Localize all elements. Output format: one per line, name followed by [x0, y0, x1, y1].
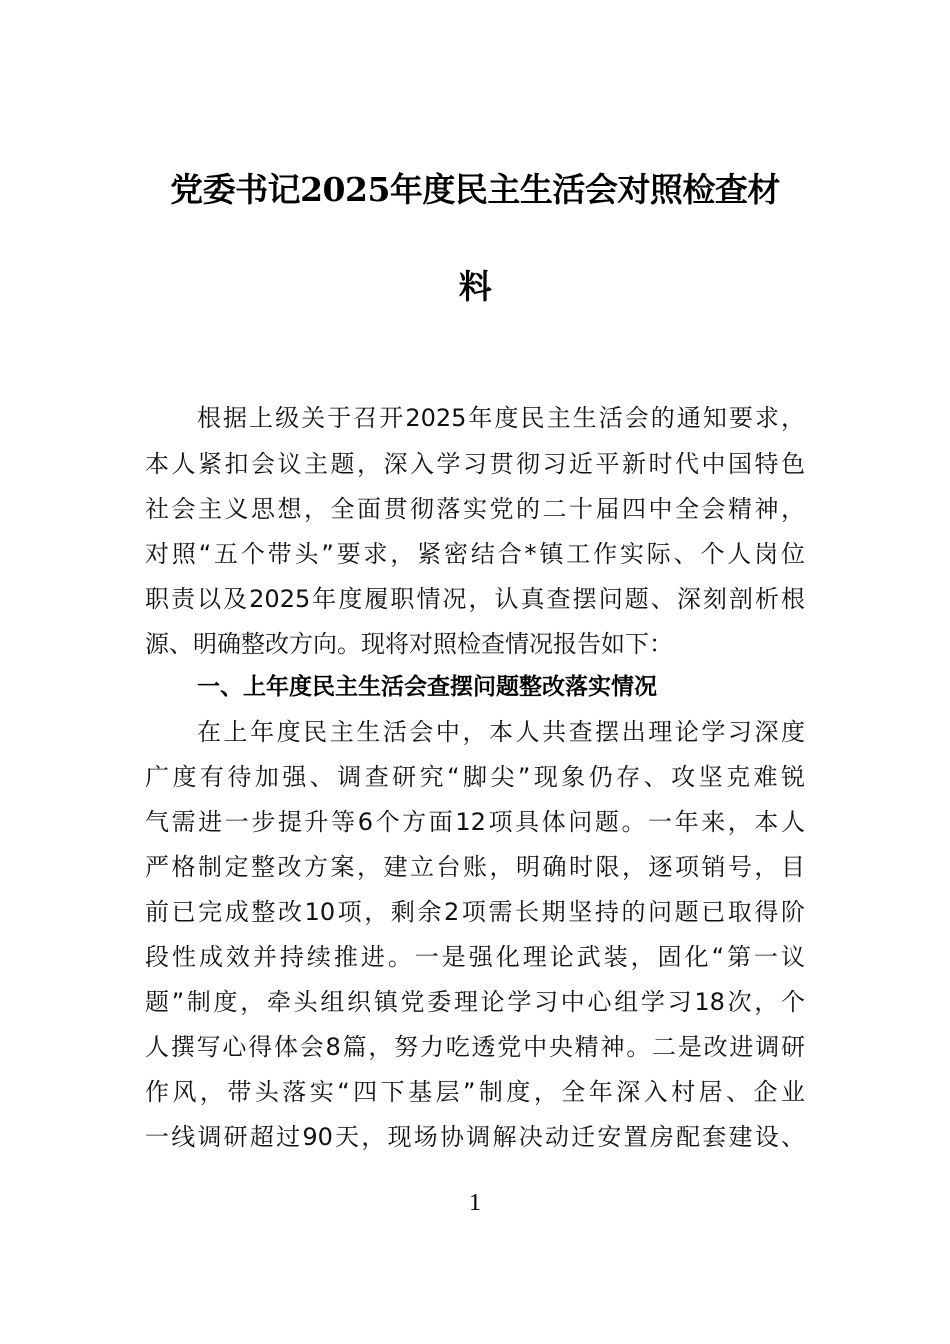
paragraph-line: 在上年度民主生活会中，本人共查摆出理论学习深度 [197, 718, 805, 746]
paragraph-line: 前已完成整改10项，剩余2项需长期坚持的问题已取得阶 [145, 898, 805, 926]
paragraph-line: 严格制定整改方案，建立台账，明确时限，逐项销号，目 [145, 853, 805, 881]
paragraph-line: 社会主义思想，全面贯彻落实党的二十届四中全会精神， [145, 495, 805, 523]
paragraph-line: 对照“五个带头”要求，紧密结合*镇工作实际、个人岗位 [145, 540, 805, 568]
paragraph-line: 根据上级关于召开2025年度民主生活会的通知要求， [197, 404, 805, 432]
document-title-line-1: 党委书记2025年度民主生活会对照检查材 [170, 170, 780, 209]
paragraph-line: 气需进一步提升等6个方面12项具体问题。一年来，本人 [145, 808, 805, 836]
paragraph-line: 人撰写心得体会8篇，努力吃透党中央精神。二是改进调研 [145, 1033, 805, 1061]
paragraph-line: 段性成效并持续推进。一是强化理论武装，固化“第一议 [145, 943, 805, 971]
paragraph-line: 题”制度，牵头组织镇党委理论学习中心组学习18次，个 [145, 988, 805, 1016]
paragraph-line: 一线调研超过90天，现场协调解决动迁安置房配套建设、 [145, 1123, 805, 1151]
page-number: 1 [469, 1190, 481, 1216]
paragraph-line: 职责以及2025年度履职情况，认真查摆问题、深刻剖析根 [145, 585, 805, 613]
paragraph-line: 广度有待加强、调查研究“脚尖”现象仍存、攻坚克难锐 [145, 763, 805, 791]
paragraph-line: 本人紧扣会议主题，深入学习贯彻习近平新时代中国特色 [145, 450, 805, 478]
section-heading: 一、上年度民主生活会查摆问题整改落实情况 [197, 674, 657, 700]
document-title-line-2: 料 [458, 267, 492, 306]
paragraph-line: 作风，带头落实“四下基层”制度，全年深入村居、企业 [145, 1078, 805, 1106]
paragraph-line: 源、明确整改方向。现将对照检查情况报告如下： [145, 630, 673, 658]
